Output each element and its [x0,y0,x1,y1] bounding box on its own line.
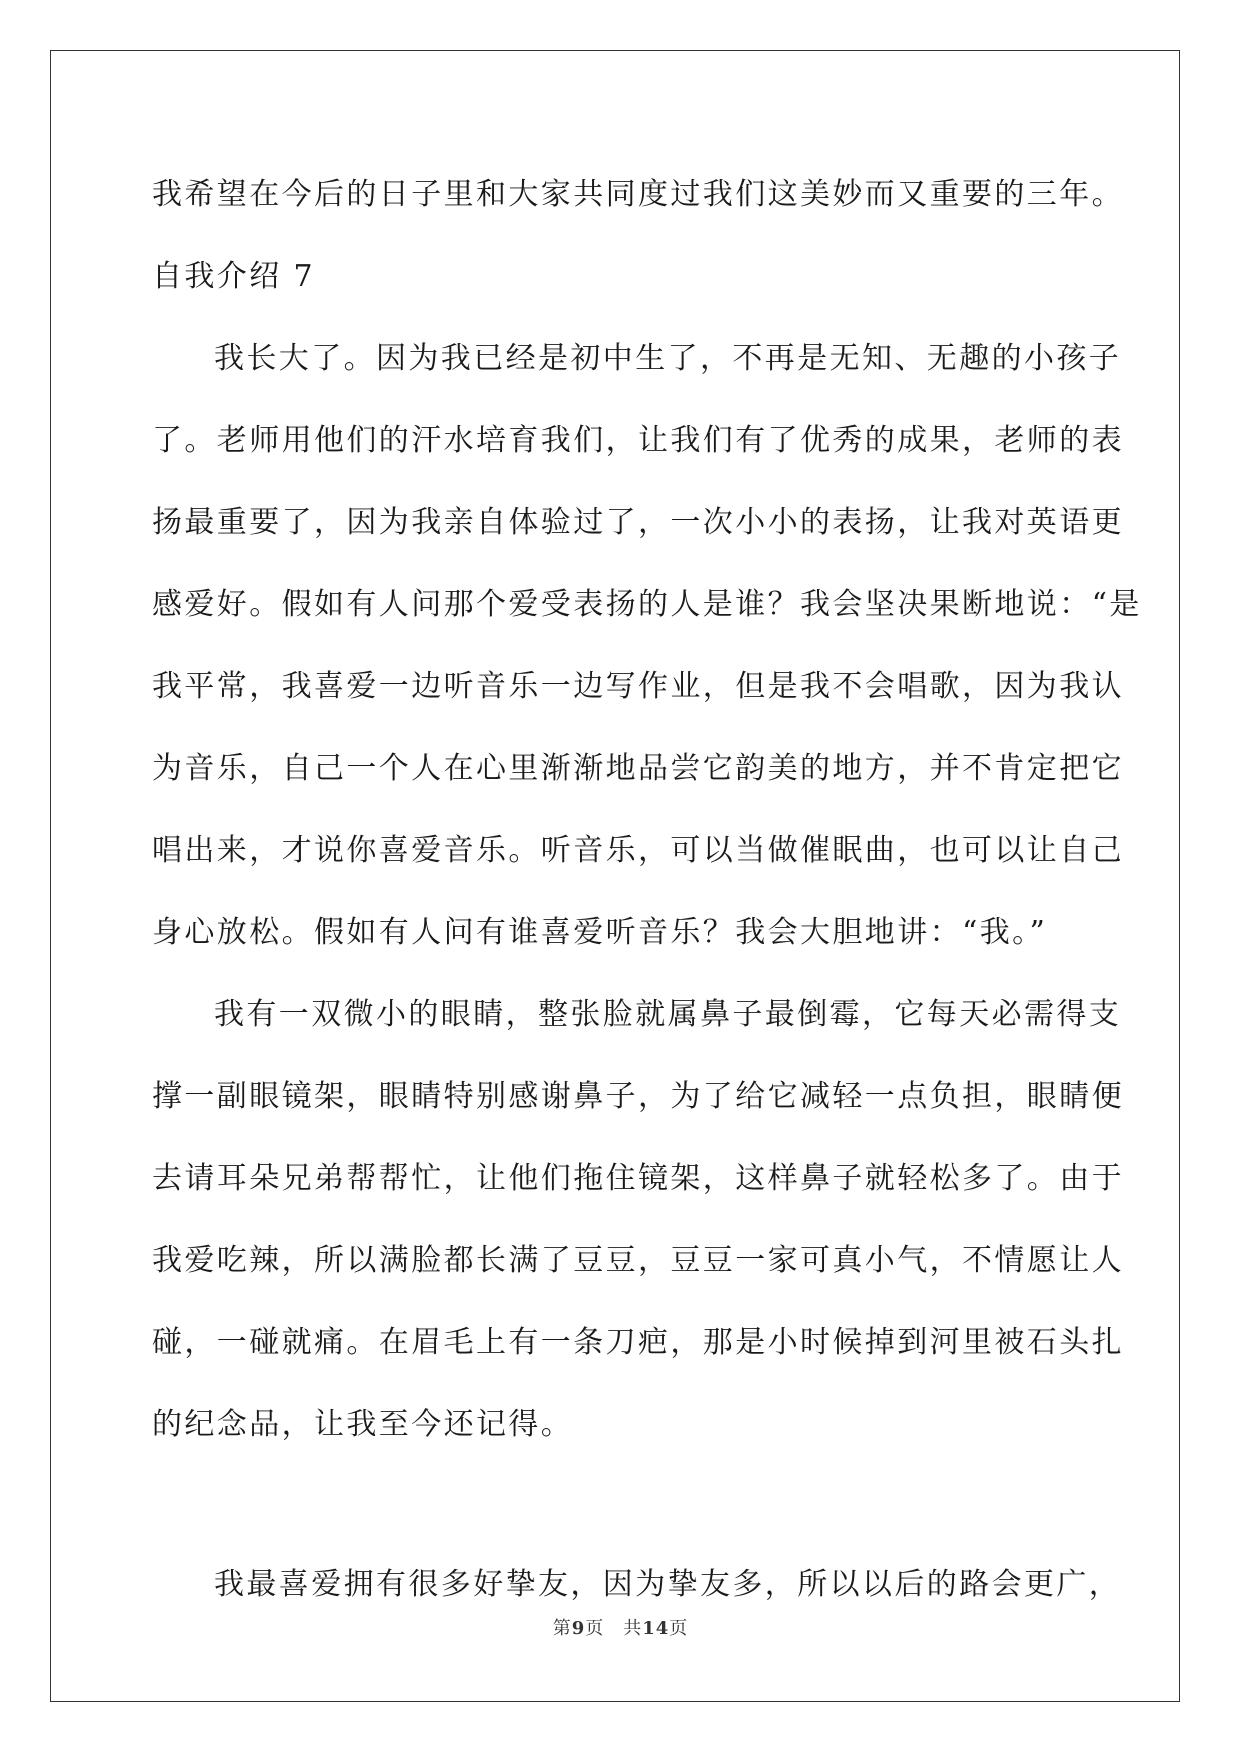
text-line: 的纪念品，让我至今还记得。 [152,1407,574,1442]
text-line: 为音乐，自己一个人在心里渐渐地品尝它韵美的地方，并不肯定把它 [152,751,1124,786]
text-line: 扬最重要了，因为我亲自体验过了，一次小小的表扬，让我对英语更 [152,505,1124,540]
paragraph-first-line: 我最喜爱拥有很多好挚友，因为挚友多，所以以后的路会更广， [214,1567,1122,1602]
page-label-suffix: 页 [669,1618,689,1639]
paragraph-first-line: 我有一双微小的眼睛，整张脸就属鼻子最倒霉，它每天必需得支 [214,997,1122,1032]
text-line: 了。老师用他们的汗水培育我们，让我们有了优秀的成果，老师的表 [152,423,1124,458]
text-line: 唱出来，才说你喜爱音乐。听音乐，可以当做催眠曲，也可以让自己 [152,833,1124,868]
page-current-number: 9 [571,1618,586,1639]
text-line: 我平常，我喜爱一边听音乐一边写作业，但是我不会唱歌，因为我认 [152,669,1124,704]
document-body [152,160,1142,1632]
page-label-prefix: 第 [552,1618,572,1639]
page-footer [0,1614,1241,1640]
section-heading: 自我介绍 7 [152,259,316,294]
text-line: 我希望在今后的日子里和大家共同度过我们这美妙而又重要的三年。 [152,177,1124,212]
paragraph-gap [152,1472,1092,1550]
page-label-mid: 页 共 [585,1618,643,1639]
paragraph-first-line: 我长大了。因为我已经是初中生了，不再是无知、无趣的小孩子 [214,341,1122,376]
text-line: 碰，一碰就痛。在眉毛上有一条刀疤，那是小时候掉到河里被石头扎 [152,1325,1124,1360]
page-total-number: 14 [642,1618,670,1639]
text-line: 感爱好。假如有人问那个爱受表扬的人是谁？我会坚决果断地说：“是 [152,587,1142,622]
text-line: 我爱吃辣，所以满脸都长满了豆豆，豆豆一家可真小气，不情愿让人 [152,1243,1124,1278]
text-line: 撑一副眼镜架，眼睛特别感谢鼻子，为了给它减轻一点负担，眼睛便 [152,1079,1124,1114]
text-line: 身心放松。假如有人问有谁喜爱听音乐？我会大胆地讲：“我。” [152,915,1048,950]
text-line: 去请耳朵兄弟帮帮忙，让他们拖住镜架，这样鼻子就轻松多了。由于 [152,1161,1124,1196]
